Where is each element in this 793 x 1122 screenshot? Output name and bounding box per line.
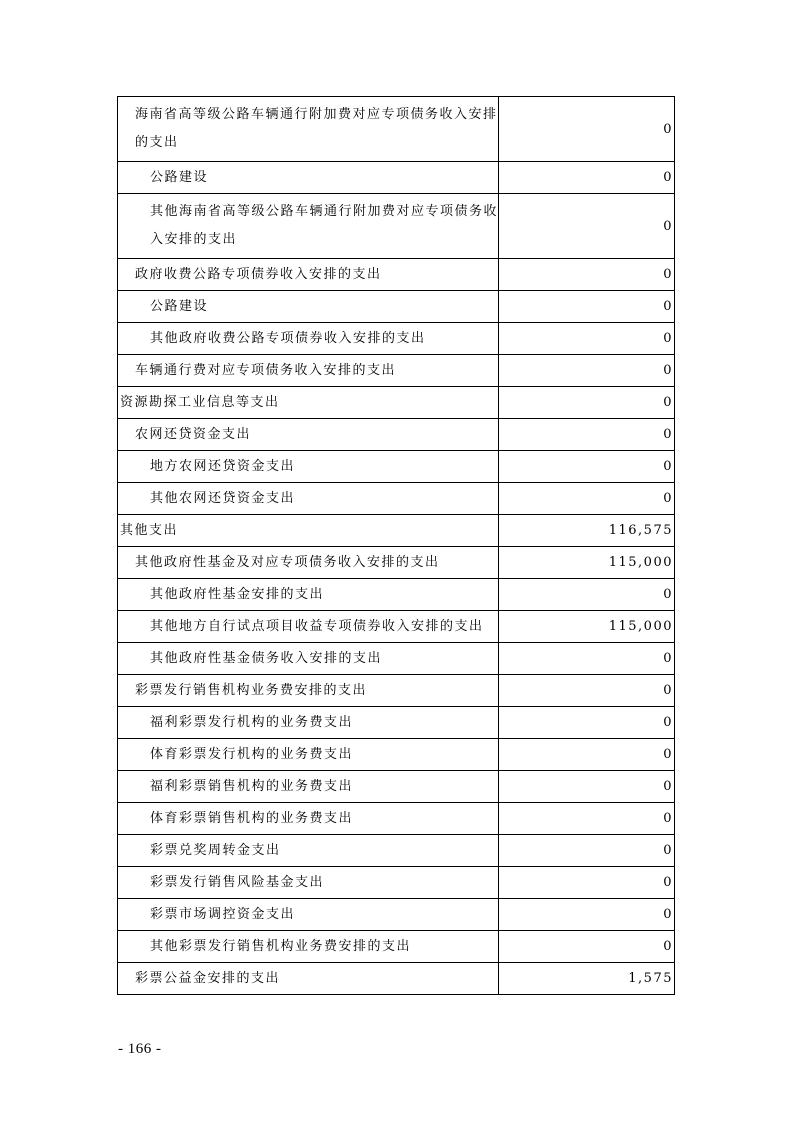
item-name: 其他地方自行试点项目收益专项债券收入安排的支出 (150, 618, 484, 634)
item-name-cell (118, 387, 499, 419)
item-name-cell (118, 771, 499, 803)
item-name-cell (118, 931, 499, 963)
amount-cell (499, 451, 675, 483)
item-name-cell (118, 355, 499, 387)
item-name-cell (118, 547, 499, 579)
item-name: 资源勘探工业信息等支出 (120, 394, 280, 410)
amount-value: 116,575 (608, 523, 673, 538)
item-name-cell (118, 963, 499, 995)
item-name-cell (118, 259, 499, 291)
table-row (118, 803, 675, 835)
item-name: 地方农网还贷资金支出 (150, 458, 296, 474)
amount-value: 0 (663, 843, 673, 858)
page-number: - 166 - (118, 1041, 162, 1057)
item-name: 彩票公益金安排的支出 (135, 970, 281, 986)
item-name: 其他支出 (120, 522, 179, 538)
table-row (118, 739, 675, 771)
amount-cell (499, 547, 675, 579)
item-name: 其他政府收费公路专项债券收入安排的支出 (150, 330, 426, 346)
amount-cell (499, 97, 675, 162)
item-name-cell (118, 675, 499, 707)
table-row (118, 707, 675, 739)
item-name: 福利彩票发行机构的业务费支出 (150, 714, 354, 730)
item-name-cell (118, 162, 499, 194)
amount-value: 0 (663, 587, 673, 602)
amount-value: 0 (663, 331, 673, 346)
table-row (118, 483, 675, 515)
amount-cell (499, 899, 675, 931)
item-name: 其他海南省高等级公路车辆通行附加费对应专项债务收入安排的支出 (150, 204, 499, 247)
amount-value: 0 (663, 218, 673, 234)
item-name: 彩票市场调控资金支出 (150, 906, 296, 922)
item-name-cell (118, 515, 499, 547)
amount-cell (499, 643, 675, 675)
item-name-cell (118, 707, 499, 739)
item-name-cell (118, 803, 499, 835)
item-name: 公路建设 (150, 298, 209, 314)
amount-cell (499, 707, 675, 739)
amount-value: 0 (663, 651, 673, 666)
amount-cell (499, 803, 675, 835)
amount-cell (499, 387, 675, 419)
amount-cell (499, 579, 675, 611)
item-name: 其他政府性基金及对应专项债务收入安排的支出 (135, 554, 440, 570)
item-name-cell (118, 611, 499, 643)
amount-value: 0 (663, 121, 673, 137)
item-name: 车辆通行费对应专项债务收入安排的支出 (135, 362, 397, 378)
item-name: 农网还贷资金支出 (135, 426, 252, 442)
table-row (118, 835, 675, 867)
amount-cell (499, 419, 675, 451)
item-name: 其他政府性基金安排的支出 (150, 586, 325, 602)
table-row (118, 675, 675, 707)
amount-value: 0 (663, 875, 673, 890)
amount-value: 0 (663, 395, 673, 410)
item-name-cell (118, 867, 499, 899)
amount-value: 115,000 (608, 619, 673, 634)
amount-value: 0 (663, 491, 673, 506)
amount-cell (499, 162, 675, 194)
amount-cell (499, 483, 675, 515)
table-row (118, 162, 675, 194)
amount-value: 0 (663, 267, 673, 282)
amount-value: 0 (663, 907, 673, 922)
item-name-cell (118, 194, 499, 259)
table-row (118, 963, 675, 995)
item-name-cell (118, 739, 499, 771)
item-name-cell (118, 451, 499, 483)
amount-cell (499, 259, 675, 291)
amount-value: 115,000 (608, 555, 673, 570)
table-row (118, 194, 675, 259)
item-name: 其他农网还贷资金支出 (150, 490, 296, 506)
table-row (118, 451, 675, 483)
amount-value: 0 (663, 779, 673, 794)
item-name: 海南省高等级公路车辆通行附加费对应专项债务收入安排的支出 (135, 107, 498, 150)
table-row (118, 931, 675, 963)
table-row (118, 643, 675, 675)
amount-value: 0 (663, 459, 673, 474)
item-name-cell (118, 291, 499, 323)
amount-value: 0 (663, 747, 673, 762)
table-row (118, 355, 675, 387)
amount-cell (499, 291, 675, 323)
item-name: 彩票兑奖周转金支出 (150, 842, 281, 858)
table-row (118, 899, 675, 931)
amount-value: 0 (663, 939, 673, 954)
amount-value: 1,575 (628, 971, 673, 986)
table-row (118, 97, 675, 162)
item-name-cell (118, 579, 499, 611)
table-row (118, 515, 675, 547)
table-row (118, 419, 675, 451)
item-name-cell (118, 419, 499, 451)
table-row (118, 291, 675, 323)
table-row (118, 323, 675, 355)
item-name-cell (118, 643, 499, 675)
amount-cell (499, 867, 675, 899)
table-body (118, 97, 675, 995)
amount-value: 0 (663, 299, 673, 314)
item-name-cell (118, 483, 499, 515)
table-row (118, 867, 675, 899)
amount-value: 0 (663, 715, 673, 730)
item-name: 其他政府性基金债务收入安排的支出 (150, 650, 383, 666)
amount-value: 0 (663, 427, 673, 442)
amount-value: 0 (663, 683, 673, 698)
amount-value: 0 (663, 363, 673, 378)
item-name: 彩票发行销售风险基金支出 (150, 874, 325, 890)
item-name: 公路建设 (150, 169, 209, 185)
amount-cell (499, 611, 675, 643)
item-name: 其他彩票发行销售机构业务费安排的支出 (150, 938, 412, 954)
table-row (118, 547, 675, 579)
item-name: 体育彩票销售机构的业务费支出 (150, 810, 354, 826)
amount-cell (499, 675, 675, 707)
item-name: 政府收费公路专项债券收入安排的支出 (135, 266, 382, 282)
amount-value: 0 (663, 811, 673, 826)
item-name-cell (118, 899, 499, 931)
table-row (118, 387, 675, 419)
amount-cell (499, 739, 675, 771)
table-row (118, 611, 675, 643)
item-name-cell (118, 97, 499, 162)
item-name: 体育彩票发行机构的业务费支出 (150, 746, 354, 762)
amount-cell (499, 194, 675, 259)
table-row (118, 579, 675, 611)
item-name: 彩票发行销售机构业务费安排的支出 (135, 682, 368, 698)
amount-cell (499, 963, 675, 995)
table-row (118, 259, 675, 291)
amount-value: 0 (663, 170, 673, 185)
item-name: 福利彩票销售机构的业务费支出 (150, 778, 354, 794)
amount-cell (499, 515, 675, 547)
table-row (118, 771, 675, 803)
amount-cell (499, 771, 675, 803)
amount-cell (499, 835, 675, 867)
item-name-cell (118, 323, 499, 355)
item-name-cell (118, 835, 499, 867)
expenditure-table (117, 96, 675, 995)
amount-cell (499, 323, 675, 355)
amount-cell (499, 355, 675, 387)
amount-cell (499, 931, 675, 963)
